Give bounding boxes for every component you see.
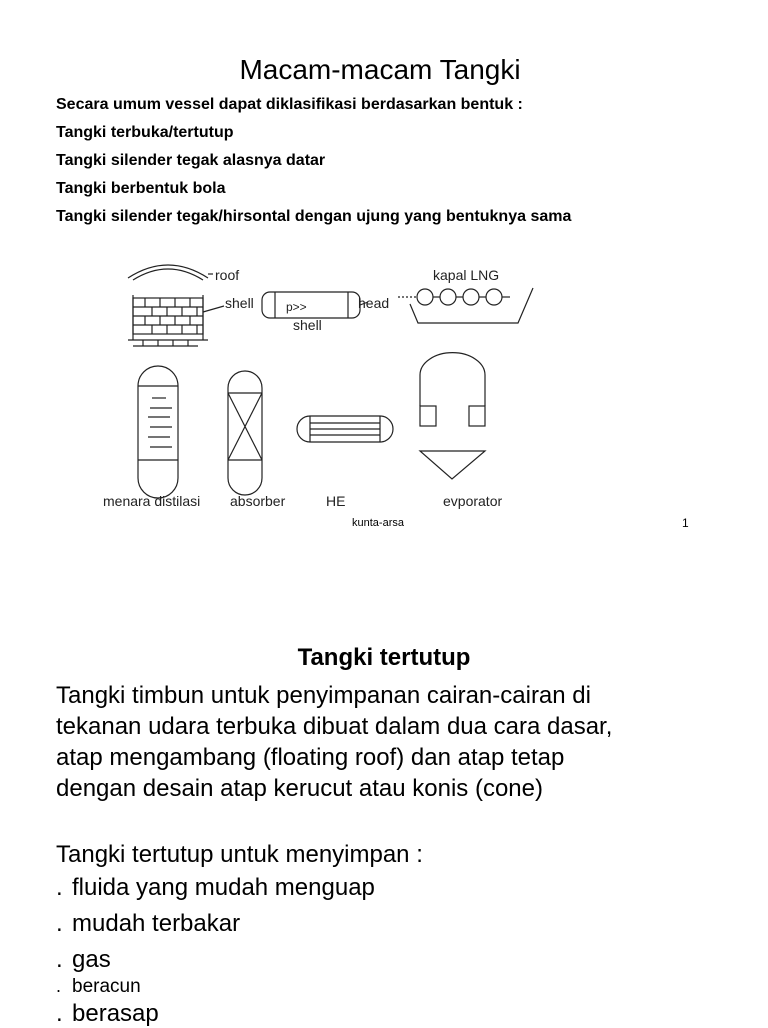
- slide1-type-line: Tangki terbuka/tertutup: [56, 124, 234, 141]
- slide1-page-number: 1: [682, 516, 689, 530]
- lng-ship-drawing: [398, 288, 533, 323]
- list-item-text: berasap: [72, 1000, 159, 1027]
- horizontal-vessel-drawing: [262, 292, 368, 318]
- kapal-lng-label: kapal LNG: [433, 267, 500, 283]
- list-item-text: gas: [72, 946, 111, 973]
- slide1-title: Macam-macam Tangki: [239, 54, 521, 85]
- list-item: [56, 910, 240, 938]
- slide2-paragraph-line: tekanan udara terbuka dibuat dalam dua cara dasar,: [56, 713, 613, 740]
- slide2-paragraph-line: dengan desain atap kerucut atau konis (cone): [56, 775, 543, 802]
- absorber-label: absorber: [230, 493, 286, 509]
- slide1-intro-line: Secara umum vessel dapat diklasifikasi berdasarkan bentuk :: [56, 96, 523, 113]
- shell-left-label: shell: [225, 295, 254, 311]
- slide1-footer-author: kunta-arsa: [352, 517, 404, 529]
- slide2-title: Tangki tertutup: [297, 644, 471, 671]
- menara-distilasi-label: menara distilasi: [103, 493, 201, 509]
- absorber-drawing: [228, 371, 262, 495]
- pressure-label: p>>: [286, 300, 307, 314]
- list-item-text: fluida yang mudah menguap: [72, 874, 375, 901]
- he-label: HE: [326, 493, 346, 509]
- list-item: [56, 874, 375, 902]
- list-item-text: mudah terbakar: [72, 910, 241, 937]
- slide2-paragraph-line: atap mengambang (floating roof) dan atap tetap: [56, 744, 565, 771]
- roof-label: roof: [215, 267, 240, 283]
- bullet-marker: .: [56, 1000, 63, 1027]
- heat-exchanger-drawing: [297, 416, 393, 442]
- slide1-type-line: Tangki silender tegak/hirsontal dengan ujung yang bentuknya sama: [56, 208, 572, 225]
- evaporator-drawing: [420, 353, 485, 479]
- list-item-text: beracun: [72, 976, 141, 997]
- evaporator-label: evporator: [443, 493, 503, 509]
- slide1-type-line: Tangki silender tegak alasnya datar: [56, 152, 326, 169]
- bullet-marker: .: [56, 874, 63, 901]
- bullet-marker: .: [56, 976, 62, 996]
- bullet-marker: .: [56, 910, 63, 937]
- slide2-paragraph-line: Tangki timbun untuk penyimpanan cairan-cairan di: [56, 682, 591, 709]
- list-item: [56, 976, 141, 998]
- distillation-tower-drawing: [138, 366, 178, 498]
- shell-bottom-label: shell: [293, 317, 322, 333]
- tank-types-diagram: [0, 250, 768, 520]
- slide2-subtitle: Tangki tertutup untuk menyimpan :: [56, 841, 423, 868]
- bullet-marker: .: [56, 946, 63, 973]
- head-label: head: [358, 295, 390, 311]
- brick-tank-drawing: [128, 265, 224, 346]
- slide1-type-line: Tangki berbentuk bola: [56, 180, 226, 197]
- list-item: [56, 946, 111, 974]
